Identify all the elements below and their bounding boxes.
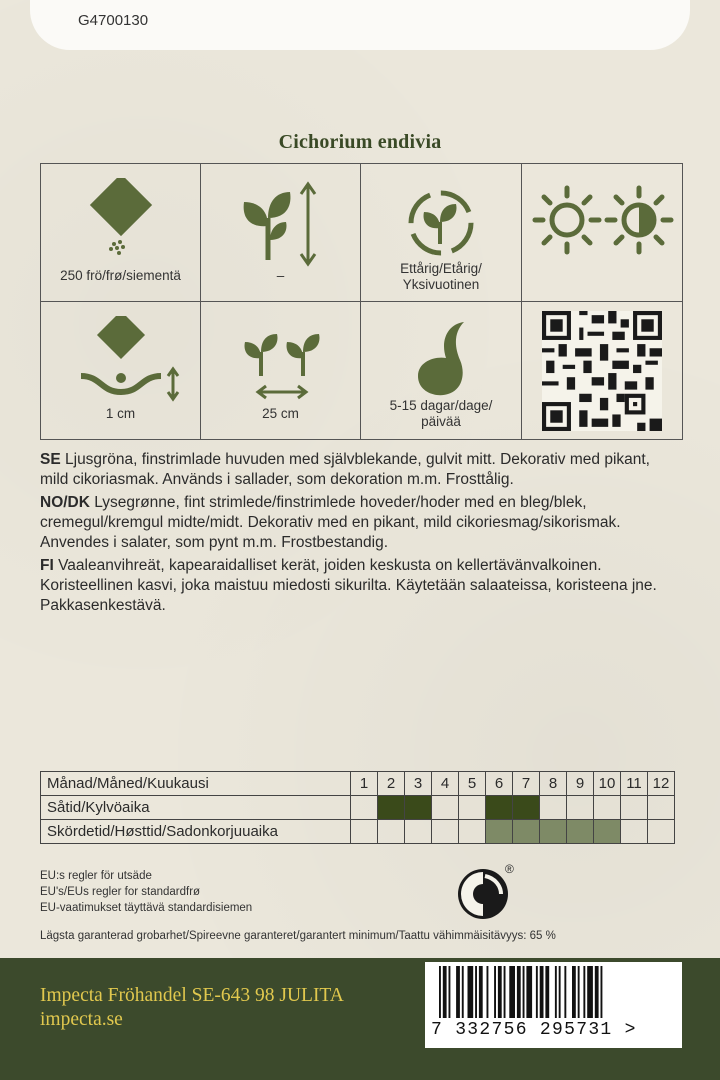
- seed-count-label: 250 frö/frø/siementä: [60, 268, 181, 283]
- calendar-cell-harvest-2: [378, 820, 405, 844]
- harvest-row-label: Skördetid/Høsttid/Sadonkorjuuaika: [41, 820, 351, 844]
- month-1: 1: [351, 772, 378, 796]
- calendar-cell-sow-8: [540, 796, 567, 820]
- calendar-cell-sow-1: [351, 796, 378, 820]
- calendar-cell-sow-4: [432, 796, 459, 820]
- month-8: 8: [540, 772, 567, 796]
- calendar-cell-sow-3: [405, 796, 432, 820]
- calendar-cell-harvest-5: [459, 820, 486, 844]
- month-7: 7: [513, 772, 540, 796]
- calendar-cell-harvest-4: [432, 820, 459, 844]
- calendar-cell-sow-9: [567, 796, 594, 820]
- cell-germination: [361, 302, 522, 439]
- calendar-cell-harvest-12: [648, 820, 675, 844]
- company-info: [40, 984, 344, 1032]
- harvest-row: [41, 820, 675, 844]
- description-fi: [40, 556, 680, 616]
- sowing-depth-label: 1 cm: [105, 406, 136, 421]
- sowing-depth-icon: [61, 316, 181, 406]
- calendar-cell-harvest-3: [405, 820, 432, 844]
- description-text-no-dk: Lysegrønne, fint strimlede/finstrimlede hoveder/hoder med en bleg/blek, cremegul/kremgul midte/midt. Dekorativ med en pikant, mild cikoriesmag/sikorismak. Anvendes i salater, som pynt m.m. Frostbestandig.: [40, 494, 621, 551]
- description-text-se: Ljusgröna, finstrimlade huvuden med självblekande, gulvit mitt. Dekorativ med pikant, mild cikoriasmak. Används i sallader, som dekoration m.m. Frosttålig.: [40, 451, 650, 488]
- cell-sowing-depth: [41, 302, 201, 439]
- cell-plant-height: [201, 164, 361, 302]
- calendar-header: Månad/Måned/Kuukausi: [41, 772, 351, 796]
- sun-partial-shade-icon: [527, 178, 677, 268]
- month-2: 2: [378, 772, 405, 796]
- germination-icon: [396, 316, 486, 406]
- calendar-cell-sow-12: [648, 796, 675, 820]
- eu-rule-fi: EU-vaatimukset täyttävä standardisiemen: [40, 902, 253, 914]
- plant-spacing-label: 25 cm: [262, 406, 299, 421]
- lang-code-no-dk: NO/DK: [40, 494, 90, 511]
- annual-label: Ettårig/Etårig/ Yksivuotinen: [400, 261, 482, 292]
- descriptions: [40, 450, 680, 619]
- growing-calendar: [40, 771, 675, 844]
- calendar-cell-sow-7: [513, 796, 540, 820]
- calendar-cell-harvest-6: [486, 820, 513, 844]
- annual-cycle-icon: [396, 178, 486, 268]
- species-name: Cichorium endivia: [278, 131, 442, 153]
- month-10: 10: [594, 772, 621, 796]
- month-12: 12: [648, 772, 675, 796]
- calendar-cell-harvest-9: [567, 820, 594, 844]
- description-no-dk: [40, 493, 680, 553]
- description-se: [40, 450, 680, 490]
- calendar-cell-harvest-8: [540, 820, 567, 844]
- barcode-icon: [439, 966, 669, 1022]
- calendar-cell-harvest-10: [594, 820, 621, 844]
- cell-seed-count: [41, 164, 201, 302]
- cell-sun-exposure: [522, 164, 682, 302]
- cell-qr: [522, 302, 682, 439]
- month-5: 5: [459, 772, 486, 796]
- month-4: 4: [432, 772, 459, 796]
- germination-guarantee: Lägsta garanterad grobarhet/Spireevne garanteret/garantert minimum/Taattu vähimmäisitävyys: 65 %: [40, 930, 556, 942]
- calendar-cell-sow-11: [621, 796, 648, 820]
- barcode: [425, 962, 682, 1048]
- eu-rules: [40, 868, 252, 916]
- sowing-row: [41, 796, 675, 820]
- description-text-fi: Vaaleanvihreät, kapearaidalliset kerät, joiden keskusta on kellertävänvalkoinen. Koristeellinen kasvi, joka maistuu miedosti sikurilta. Käytetään salaateissa, koristeena jne. Pakkasenkestävä.: [40, 557, 657, 614]
- icon-grid: [40, 163, 683, 440]
- calendar-cell-harvest-7: [513, 820, 540, 844]
- eu-rule-no-dk: EU's/EUs regler for standardfrø: [40, 886, 201, 898]
- calendar-cell-sow-5: [459, 796, 486, 820]
- company-website[interactable]: impecta.se: [40, 1009, 123, 1030]
- company-address: Impecta Fröhandel SE-643 98 JULITA: [40, 985, 344, 1006]
- calendar-cell-sow-6: [486, 796, 513, 820]
- germination-label: 5-15 dagar/dage/ päivää: [389, 398, 493, 429]
- calendar-header-row: [41, 772, 675, 796]
- calendar-cell-sow-2: [378, 796, 405, 820]
- month-9: 9: [567, 772, 594, 796]
- plant-spacing-icon: [231, 316, 331, 406]
- calendar-cell-harvest-11: [621, 820, 648, 844]
- month-11: 11: [621, 772, 648, 796]
- month-3: 3: [405, 772, 432, 796]
- plant-height-icon: [236, 178, 326, 268]
- cell-annual-cycle: [361, 164, 522, 302]
- registered-mark: ®: [505, 862, 514, 876]
- month-6: 6: [486, 772, 513, 796]
- recycle-mark: [455, 862, 525, 927]
- sku-code: G4700130: [78, 12, 149, 29]
- seed-count-icon: [76, 178, 166, 268]
- barcode-digits: 7 332756 295731 >: [431, 1020, 637, 1040]
- calendar-cell-harvest-1: [351, 820, 378, 844]
- calendar-cell-sow-10: [594, 796, 621, 820]
- lang-code-fi: FI: [40, 557, 54, 574]
- lang-code-se: SE: [40, 451, 61, 468]
- sowing-row-label: Såtid/Kylvöaika: [41, 796, 351, 820]
- qr-code-icon[interactable]: [542, 311, 662, 431]
- cell-plant-spacing: [201, 302, 361, 439]
- green-dot-recycle-icon: [455, 866, 525, 922]
- eu-rule-se: EU:s regler för utsäde: [40, 870, 152, 882]
- plant-height-label: –: [276, 268, 285, 283]
